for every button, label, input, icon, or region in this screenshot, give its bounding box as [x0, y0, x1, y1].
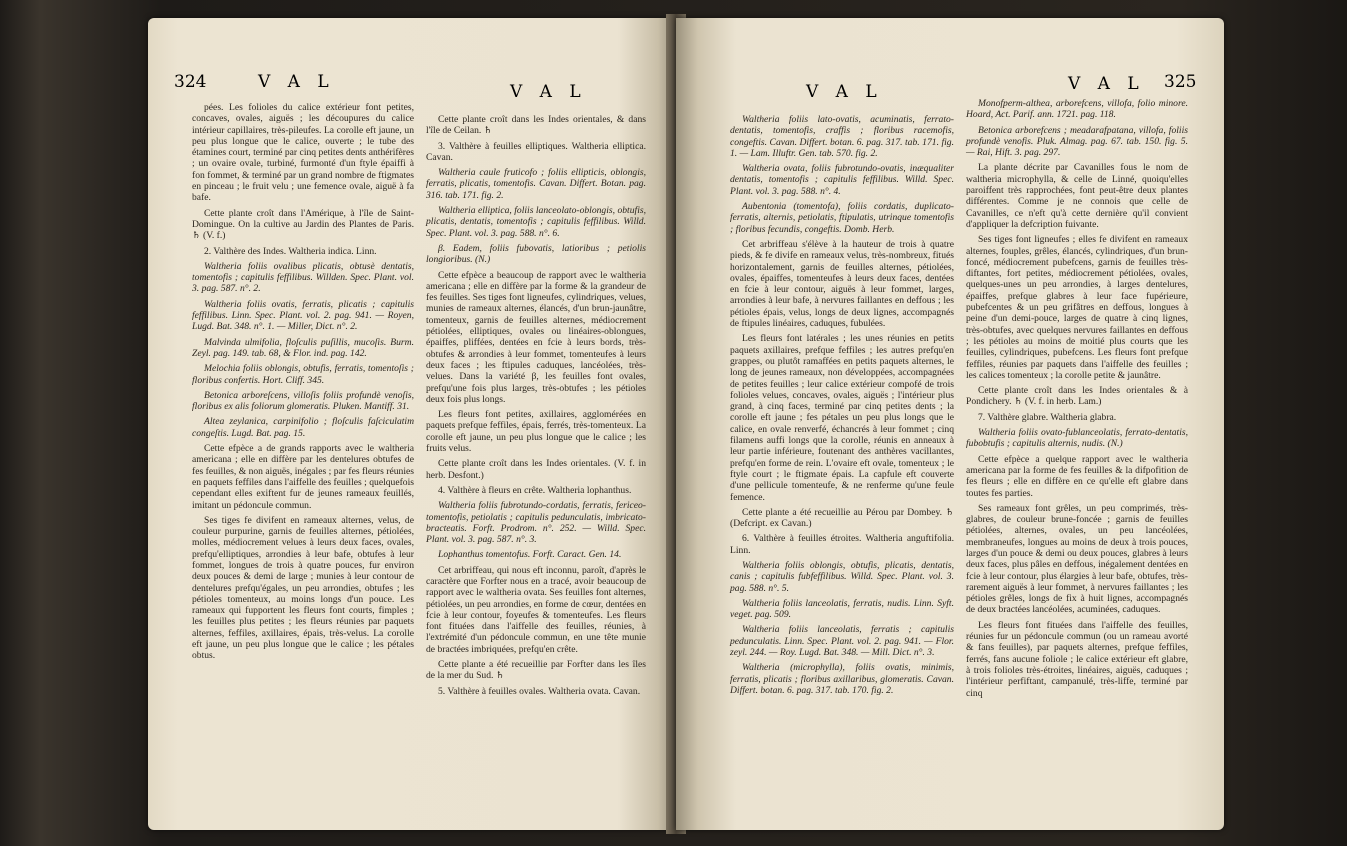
paragraph: Waltheria foliis fubrotundo-cordatis, ferratis, fericeo-tomentofis, petiolatis ; capitulis pedunculatis, imbricato-bracteatis. Forft. Prodrom. n°. 252. — Willd. Spec. Plant. vol. 3. pag. 587. n°. 3. — [426, 500, 646, 546]
paragraph: 4. Valthère à fleurs en crête. Waltheria lophanthus. — [438, 484, 632, 496]
paragraph: 6. Valthère à feuilles étroites. Waltheria anguftifolia. Linn. — [730, 533, 954, 556]
paragraph: 5. Valthère à feuilles ovales. Waltheria ovata. Cavan. — [438, 685, 641, 697]
paragraph: Waltheria (microphylla), foliis ovatis, minimis, ferratis, plicatis ; floribus axillaribus, glomeratis. Cavan. Differt. botan. 6. pag. 317. tab. 170. fig. 2. — [730, 662, 954, 696]
paragraph: Cette plante a été recueillie par Forfter dans les îles de la mer du Sud. ♄ — [426, 659, 646, 682]
paragraph: Ses tiges font ligneufes ; elles fe divifent en rameaux alternes, fouples, grêles, élancés, cylindriques, d'un brun-foncé, médiocrement pubefcens, garnis de feuilles très-diftantes, fort petites, médiocrement pétiolées, ovales, quelques-unes un peu arrondies, à larges dentelures, épaiffes, prefque glabres à leur face fupérieure, pubefcentes & un peu grifâtres en deffous, longues à peine d'un demi-pouce, larges de quatre à cinq lignes, très-obtufes, avec quelques nervures faillantes en deffous ; les pétioles au moins de moitié plus courts que les feuilles, cylindriques, pubefcens. Les fleurs font prefque feffiles, réunies par paquets dans l'aiffelle des feuilles ; les calices tomenteux ; la corolle petite & jaunâtre. — [966, 234, 1188, 381]
paragraph: Les fleurs font fituées dans l'aiffelle des feuilles, réunies fur un pédoncule commun (ou un rameau avorté & fans feuilles), par paquets alternes, prefque feffiles, ferrés, fans aucune foliole ; le calice extérieur eft glabre, à trois folioles très-étroites, linéaires, aiguës, caduques ; l'intérieur perfiftant, campanulé, très-liffe, terminé par cinq — [966, 619, 1188, 699]
paragraph: Waltheria foliis lanceolatis, ferratis ; capitulis pedunculatis. Linn. Spec. Plant. vol. 2. pag. 941. — Flor. zeyl. 244. — Roy. Lugd. Bat. 348. — Mill. Dict. n°. 3. — [730, 624, 954, 659]
paragraph: Cette plante croît dans l'Amérique, à l'île de Saint-Domingue. On la cultive au Jardin des Plantes de Paris. ♄ (V. f.) — [192, 207, 414, 242]
paragraph: Waltheria foliis oblongis, obtufis, plicatis, dentatis, canis ; capitulis fubfeffilibus. Willd. Spec. Plant. vol. 3. pag. 588. n°. 5. — [730, 559, 954, 594]
paragraph: Cet arbriffeau s'élève à la hauteur de trois à quatre pieds, & fe divife en rameaux velus, très-nombreux, fitués horizontalement, garnis de feuilles alternes, pétiolées, ovales, épaiffes, tomenteufes à leurs deux faces, dentées en fcie à leur contour, aiguës à leur fommet, larges, arrondies à leur bafe, à nervures faillantes en deffous ; les pétioles épais, velus, longs de deux lignes, accompagnés de ftipules linéaires, caduques, fubulées. — [730, 238, 954, 330]
right-running-head: V A L — [806, 82, 883, 102]
left-page — [148, 18, 674, 830]
paragraph: Waltheria foliis lanceolatis, ferratis, nudis. Linn. Syft. veget. pag. 509. — [730, 597, 954, 621]
paragraph: Lophanthus tomentofus. Forft. Caract. Gen. 14. — [438, 549, 622, 561]
left-running-head: V A L — [258, 72, 335, 92]
paragraph: β. Eadem, foliis fubovatis, latioribus ; petiolis longioribus. (N.) — [426, 242, 646, 266]
left-column-2 — [426, 114, 646, 701]
left-column-1 — [192, 102, 414, 666]
paragraph: Cette efpèce a de grands rapports avec le waltheria americana ; elle en diffère par les dentelures obtufes de fes feuilles, & non aiguës, inégales ; par fes fleurs réunies en paquets feffiles dans l'aiffelle des feuilles ; quelquefois cependant elles exiftent fur de jeunes rameaux feuillés, imitant un pédoncule commun. — [192, 443, 414, 511]
paragraph: Betonica arboreſcens, villoſis foliis profundè venoſis, floribus ex alis foliorum glomeratis. Pluken. Mantiff. 31. — [192, 389, 414, 413]
paragraph: Aubentonia (tomentofa), foliis cordatis, duplicato-ferratis, alternis, petiolatis, ftipulatis, utrinque tomentofis ; floribus fecundis, congeftis. Domb. Herb. — [730, 201, 954, 235]
paragraph: 7. Valthère glabre. Waltheria glabra. — [978, 411, 1117, 423]
paragraph: Waltheria foliis lato-ovatis, acuminatis, ferrato-dentatis, tomentofis, craffis ; floribus racemofis, congeftis. Cavan. Differt. botan. 6. pag. 317. tab. 171. fig. 1. — Lam. Illuftr. Gen. tab. 570. fig. 2. — [730, 114, 954, 159]
left-page-number: 324 — [174, 72, 207, 92]
paragraph: Les fleurs font petites, axillaires, agglomérées en paquets prefque feffiles, épais, ferrés, très-tomenteux. La corolle eft jaune, un peu plus longue que le calice ; les fruits velus. — [426, 409, 646, 455]
paragraph: Les fleurs font latérales ; les unes réunies en petits paquets axillaires, prefque feffiles ; les autres prefqu'en grappes, ou plutôt ramaffées en petits paquets alternes, le long de jeunes rameaux, non développées, accompagnées de petites feuilles ; leur calice extérieur compofé de trois folioles velues, concaves, ovales, aiguës ; l'intérieur plus grand, à cinq faces, terminé par cinq petites dents ; la corolle eft jaune ; fes pétales un peu plus longs que le calice, en ovale renverfé, échancrés à leur fommet ; cinq filamens auffi longs que la corolle, réunis en anneaux à leur partie inférieure, foutenant des anthères vacillantes, prefqu'en forme de rein. L'ovaire eft ovale, tomenteux ; le ftyle court ; le ftigmate épais. La capfule eft couverte d'une pellicule tomenteufe, & ne renferme qu'une feule femence. — [730, 333, 954, 503]
paragraph: Cette efpèce a beaucoup de rapport avec le waltheria americana ; elle en diffère par la forme & la grandeur de fes feuilles. Ses tiges font ligneufes, cylindriques, velues, munies de rameaux alternes, élancés, d'un brun-jaunâtre, tomenteux, garnis de feuilles alternes, médiocrement pétiolées, elliptiques, ovales ou linéaires-oblongues, épaiffes, pliffées, dentées en fcie à leurs bords, très-obtufes & arrondies à leur fommet, tomenteufes à leurs deux faces ; les ftipules caduques, lancéolées, très-velues. Dans la variété β, les feuilles font ovales, prefqu'une fois plus larges, très-obtufes ; les pétioles deux fois plus longs. — [426, 269, 646, 405]
right-column-2 — [966, 98, 1188, 703]
paragraph: Ses rameaux font grêles, un peu comprimés, très-glabres, de couleur brune-foncée ; garnis de feuilles pétiolées, alternes, ovales, un peu lancéolées, membraneufes, longues au moins de deux à trois pouces, larges d'un pouce & demi ou deux pouces, glabres à leurs deux faces, plus pâles en deffous, inégalement dentées en fcie à leur contour, plus élargies à leur bafe, obtufes, très-rarement aiguës à leur fommet, à nervures faillantes ; les pétioles grêles, longs de fix à huit lignes, accompagnés de deux bractées lancéolées, acuminées, caduques. — [966, 502, 1188, 616]
paragraph: Malvinda ulmifolia, floſculis puſillis, mucoſis. Burm. Zeyl. pag. 149. tab. 68, & Flor. ind. pag. 142. — [192, 336, 414, 359]
right-running-head-2: V A L — [1068, 74, 1145, 94]
paragraph: Waltheria elliptica, foliis lanceolato-oblongis, obtufis, plicatis, dentatis, tomentofis ; capitulis feffilibus. Willd. Spec. Plant. vol. 3. pag. 588. n°. 6. — [426, 205, 646, 239]
paragraph: Betonica arborefcens ; meadarafpatana, villofa, foliis profundè venofis. Pluk. Almag. pag. 67. tab. 150. fig. 5. — Rai, Hift. 3. pag. 297. — [966, 124, 1188, 159]
paragraph: Cette efpèce a quelque rapport avec le waltheria americana par la forme de fes feuilles & la difpofition de fes fleurs ; elle en diffère en ce qu'elle eft glabre dans toutes fes parties. — [966, 453, 1188, 499]
paragraph: 2. Valthère des Indes. Waltheria indica. Linn. — [204, 245, 377, 257]
paragraph: Waltheria caule fruticofo ; foliis ellipticis, oblongis, ferratis, plicatis, tomentofis. Cavan. Differt. Botan. pag. 316. tab. 171. fig. 2. — [426, 167, 646, 201]
paragraph: La plante décrite par Cavanilles fous le nom de waltheria microphylla, & celle de Linné, quoiqu'elles paroiffent très rapprochées, font peut-être deux plantes différentes. Comme je ne connois que celle de Cavanilles, ce n'eft qu'à cette dernière qu'il convient d'appliquer la defcription fuivante. — [966, 162, 1188, 230]
paragraph: Ses tiges fe divifent en rameaux alternes, velus, de couleur purpurine, garnis de feuilles alternes, pétiolées, molles, médiocrement velues à leurs deux faces, ovales, prefqu'elliptiques, arrondies à leur bafe, obtufes à leur fommet, longues de trois à quatre pouces, fur environ deux pouces & demi de large ; munies à leur contour de dentelures prefqu'égales, un peu arrondies, obtufes ; les pétioles tomenteux, au moins longs d'un pouce. Les rameaux qui fupportent les fleurs font courts, fimples ; les feuilles plus petites ; les fleurs réunies par paquets alternes, feffiles, axillaires, épais, très-velus. La corolle eft jaune, un peu plus longue que le calice ; les pétales obtus. — [192, 514, 414, 662]
right-page-number: 325 — [1164, 72, 1197, 92]
paragraph: Cette plante a été recueillie au Pérou par Dombey. ♄ (Defcript. ex Cavan.) — [730, 506, 954, 530]
paragraph: Cet arbriffeau, qui nous eft inconnu, paroît, d'après le caractère que Forfter nous en a tracé, avoir beaucoup de rapport avec le waltheria ovata. Ses feuilles font alternes, pétiolées, un peu arrondies, en forme de cœur, dentées en fcie à leur contour, foyeufes & tomenteufes. Les fleurs font fituées dans l'aiffelle des feuilles, réunies, à l'extrémité d'un pédoncule commun, en une tête munie de bractées imbriquées, prefqu'en crête. — [426, 564, 646, 655]
paragraph: Cette plante croît dans les Indes orientales & à Pondichery. ♄ (V. f. in herb. Lam.) — [966, 385, 1188, 408]
paragraph: pées. Les folioles du calice extérieur font petites, concaves, ovales, aiguës ; les découpures du calice intérieur capillaires, très-pileufes. La corolle eft jaune, un peu plus longue que le calice, ouverte ; le tube des étamines court, terminé par cinq petites dents anthérifères ; un ovaire ovale, turbiné, furmonté d'un ftyle épaiffi à fon fommet, & terminé par un grand nombre de ftigmates en pinceau ; le fruit velu ; une femence ovale, aiguë à fa bafe. — [192, 102, 414, 204]
paragraph: Cette plante croît dans les Indes orientales, & dans l'île de Ceilan. ♄ — [426, 114, 646, 137]
paragraph: Cette plante croît dans les Indes orientales. (V. f. in herb. Desfont.) — [426, 458, 646, 481]
paragraph: Monofperm-althea, arborefcens, villofa, folio minore. Hoard, Act. Parif. ann. 1721. pag. 118. — [966, 98, 1188, 121]
paragraph: Waltheria foliis ovalibus plicatis, obtusè dentatis, tomentofis ; capitulis feffilibus. Willden. Spec. Plant. vol. 3. pag. 587. n°. 2. — [192, 260, 414, 295]
right-page — [676, 18, 1224, 830]
paragraph: Waltheria foliis ovato-fublanceolatis, ferrato-dentatis, fubobtufis ; capitulis alternis, nudis. (N.) — [966, 427, 1188, 450]
paragraph: 3. Valthère à feuilles elliptiques. Waltheria elliptica. Cavan. — [426, 140, 646, 163]
paragraph: Altea zeylanica, carpinifolio ; floſculis faſciculatim congeſtis. Lugd. Bat. pag. 15. — [192, 416, 414, 439]
paragraph: Melochia foliis oblongis, obtufis, ferratis, tomentoſis ; floribus confertis. Hort. Cliff. 345. — [192, 363, 414, 386]
right-column-1 — [730, 114, 954, 700]
left-running-head-2: V A L — [510, 82, 587, 102]
paragraph: Waltheria ovata, foliis fubrotundo-ovatis, inæqualiter dentatis, tomentofis ; capitulis feffilibus. Willd. Spec. Plant. vol. 3. pag. 588. n°. 4. — [730, 163, 954, 197]
paragraph: Waltheria foliis ovatis, ferratis, plicatis ; capitulis feffilibus. Linn. Spec. Plant. vol. 2. pag. 941. — Royen, Lugd. Bat. 348. n°. 1. — Miller, Dict. n°. 2. — [192, 298, 414, 333]
